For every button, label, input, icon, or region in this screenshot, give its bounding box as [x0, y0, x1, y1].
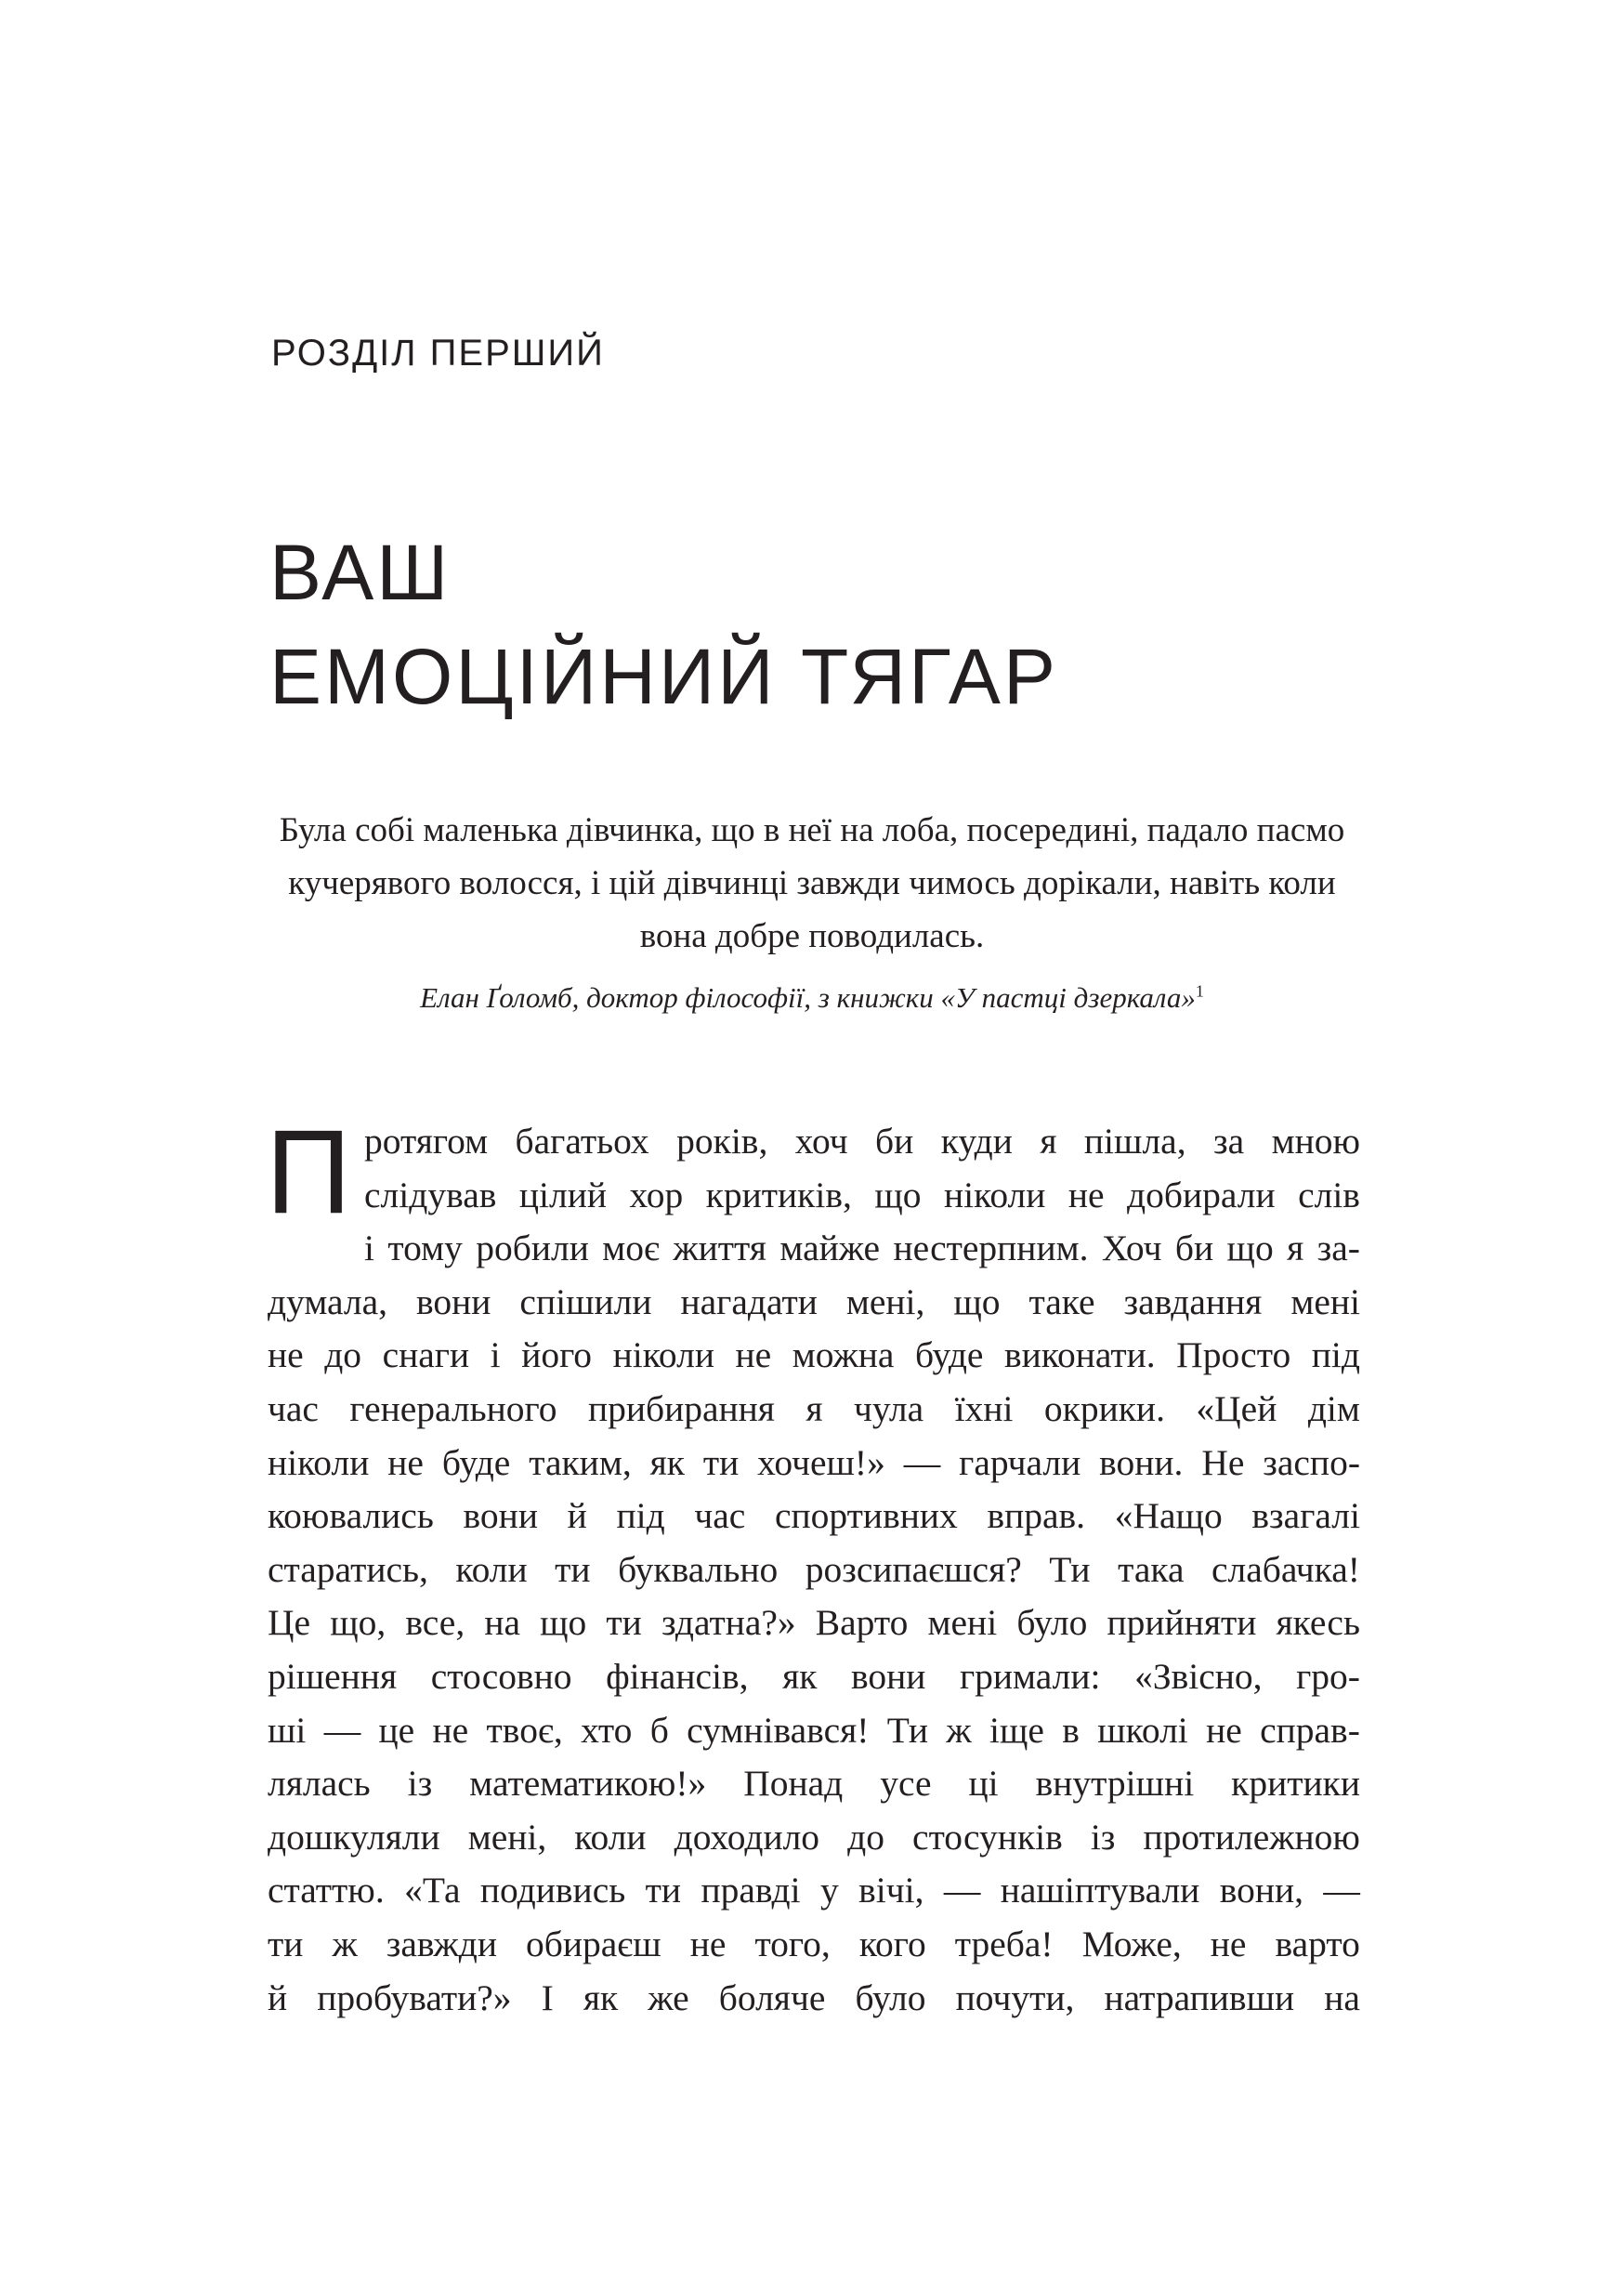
- body-line: час генерального прибирання я чула їхні окрики. «Цей дім: [268, 1387, 1360, 1429]
- body-line: ніколи не буде таким, як ти хочеш!» — гарчали вони. Не заспо-: [268, 1441, 1360, 1483]
- epigraph-source: [260, 976, 1364, 1020]
- body-text: [266, 1106, 1360, 2025]
- chapter-label: РОЗДІЛ ПЕРШИЙ: [271, 333, 605, 374]
- body-line: старатись, коли ти буквально розсипаєшся? Ти така слабачка!: [268, 1548, 1360, 1590]
- body-line: дошкуляли мені, коли доходило до стосунків із протилежною: [268, 1816, 1360, 1858]
- chapter-title-line-2: ЕМОЦІЙНИЙ ТЯГАР: [269, 633, 1058, 720]
- epigraph: [260, 804, 1364, 1020]
- body-line: ти ж завжди обираєш не того, кого треба! Може, не варто: [268, 1923, 1360, 1964]
- body-line: слідував цілий хор критиків, що ніколи не добирали слів: [364, 1174, 1360, 1215]
- body-line: і тому робили моє життя майже нестерпним. Хоч би що я за-: [364, 1228, 1360, 1269]
- body-line: ротягом багатьох років, хоч би куди я пішла, за мною: [364, 1121, 1360, 1162]
- body-line: ші — це не твоє, хто б сумнівався! Ти ж іще в школі не справ-: [268, 1709, 1360, 1751]
- body-line: Це що, все, на що ти здатна?» Варто мені було прийняти якесь: [268, 1602, 1360, 1644]
- body-line: статтю. «Та подивись ти правді у вічі, — нашіптували вони, —: [268, 1870, 1360, 1911]
- epigraph-text: Була собі маленька дівчинка, що в неї на лоба, посередині, падало пасмо кучерявого волосся, і цій дівчинці завжди чимось дорікали, навіть коли вона добре поводилась.: [279, 811, 1345, 955]
- body-lines: [266, 1106, 1360, 2025]
- drop-cap: П: [266, 1106, 351, 1239]
- body-line: лялась із математикою!» Понад усе ці внутрішні критики: [268, 1763, 1360, 1805]
- body-line: й пробувати?» І як же боляче було почути, натрапивши на: [268, 1977, 1360, 2018]
- body-line: думала, вони спішили нагадати мені, що таке завдання мені: [268, 1280, 1360, 1322]
- body-line: не до снаги і його ніколи не можна буде виконати. Просто під: [268, 1334, 1360, 1376]
- body-line: рішення стосовно фінансів, як вони гримали: «Звісно, гро-: [268, 1655, 1360, 1697]
- footnote-mark: 1: [1195, 981, 1204, 1001]
- chapter-title: [269, 520, 1058, 729]
- body-line: коювались вони й під час спортивних вправ. «Нащо взагалі: [268, 1495, 1360, 1537]
- epigraph-source-text: Елан Ґоломб, доктор філософії, з книжки «У пастці дзеркала»: [420, 981, 1196, 1014]
- chapter-title-line-1: ВАШ: [269, 529, 452, 616]
